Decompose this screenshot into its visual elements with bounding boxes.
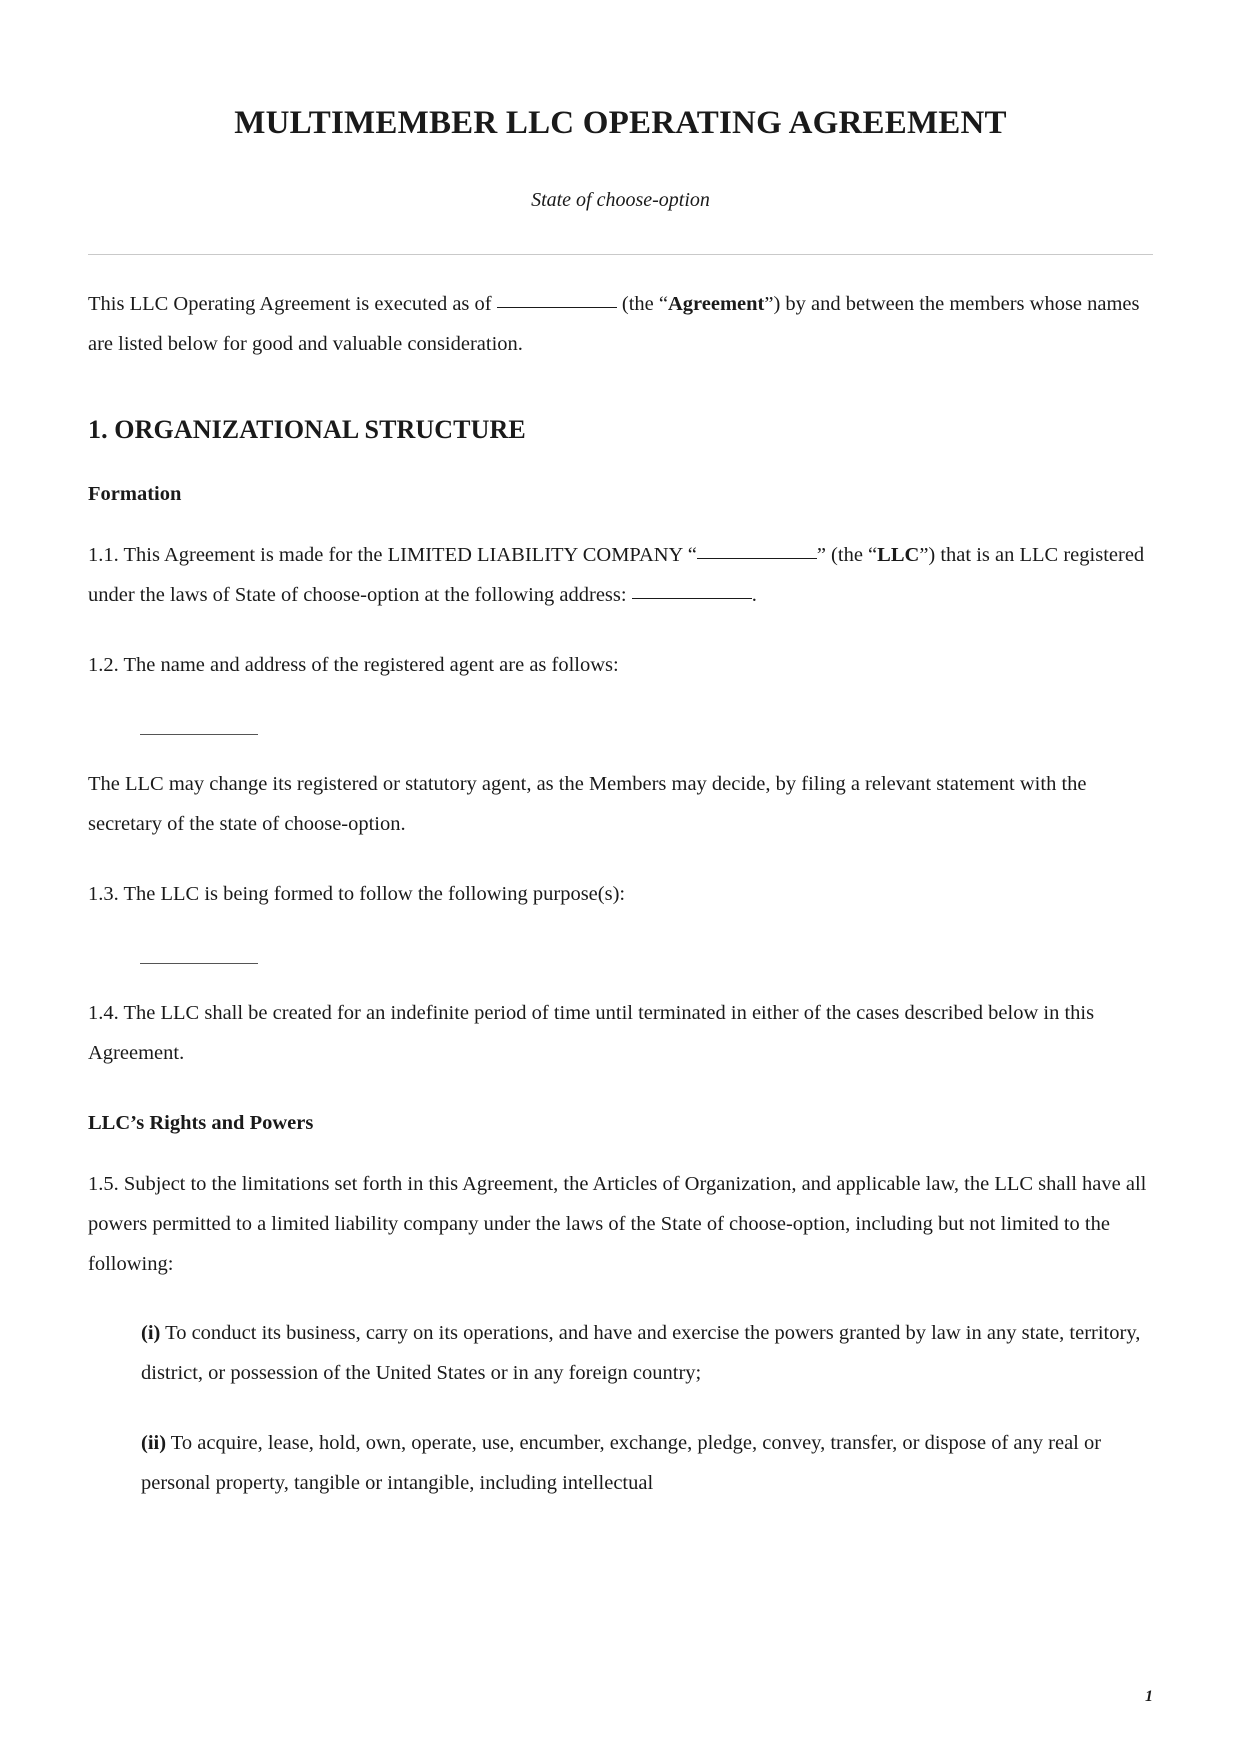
purpose-fill-line <box>140 963 258 964</box>
page-number: 1 <box>1145 1688 1153 1705</box>
intro-text-part3: ”) by and between the members whose names are listed below for good and valuable consideration. <box>88 292 1140 355</box>
header-divider <box>88 254 1153 255</box>
list-item-marker: (ii) <box>141 1432 167 1455</box>
list-item <box>141 1424 1153 1504</box>
page-title: MULTIMEMBER LLC OPERATING AGREEMENT <box>234 105 1007 141</box>
clause-1-1-part1: 1.1. This Agreement is made for the LIMITED LIABILITY COMPANY “ <box>88 543 697 566</box>
clause-1-5: 1.5. Subject to the limitations set forth in this Agreement, the Articles of Organization, and applicable law, the LLC shall have all powers permitted to a limited liability company under the laws of the State of choose-option, including but not limited to the following: <box>88 1172 1147 1275</box>
clause-1-3: 1.3. The LLC is being formed to follow the following purpose(s): <box>88 882 626 905</box>
document-subtitle: State of choose-option <box>531 188 710 211</box>
list-item-text: To acquire, lease, hold, own, operate, use, encumber, exchange, pledge, convey, transfer, or dispose of any real or personal property, tangible or intangible, including intellectual <box>141 1432 1102 1495</box>
clause-1-2: 1.2. The name and address of the registered agent are as follows: <box>88 653 619 676</box>
list-item-marker: (i) <box>141 1322 161 1345</box>
list-item-text: To conduct its business, carry on its operations, and have and exercise the powers granted by law in any state, territory, district, or possession of the United States or in any foreign country; <box>141 1322 1141 1385</box>
rights-and-powers-subheading: LLC’s Rights and Powers <box>88 1111 314 1134</box>
formation-subheading: Formation <box>88 482 182 505</box>
intro-text-part1: This LLC Operating Agreement is executed as of <box>88 292 497 315</box>
clause-1-1-part3: ”) that is an LLC registered under the laws of State of choose-option at the following address: <box>88 543 1145 606</box>
intro-text-part2: (the “ <box>616 292 668 315</box>
clause-1-1-part2: ” (the “ <box>816 543 878 566</box>
agreement-term: Agreement <box>667 292 765 315</box>
intro-paragraph <box>88 285 1153 365</box>
clause-1-1 <box>88 536 1153 616</box>
clause-1-4: 1.4. The LLC shall be created for an indefinite period of time until terminated in either of the cases described below in this Agreement. <box>88 1001 1095 1064</box>
clause-1-1-blank-name <box>697 558 817 559</box>
registered-agent-fill-line <box>140 734 258 735</box>
list-item <box>141 1314 1153 1394</box>
clause-1-1-part4: . <box>751 583 757 606</box>
clause-1-1-blank-address <box>632 598 752 599</box>
intro-blank-date <box>497 307 617 308</box>
llc-term: LLC <box>877 543 920 566</box>
registered-agent-note: The LLC may change its registered or statutory agent, as the Members may decide, by filing a relevant statement with the secretary of the state of choose-option. <box>88 772 1087 835</box>
section-1-heading: 1. ORGANIZATIONAL STRUCTURE <box>88 414 526 444</box>
